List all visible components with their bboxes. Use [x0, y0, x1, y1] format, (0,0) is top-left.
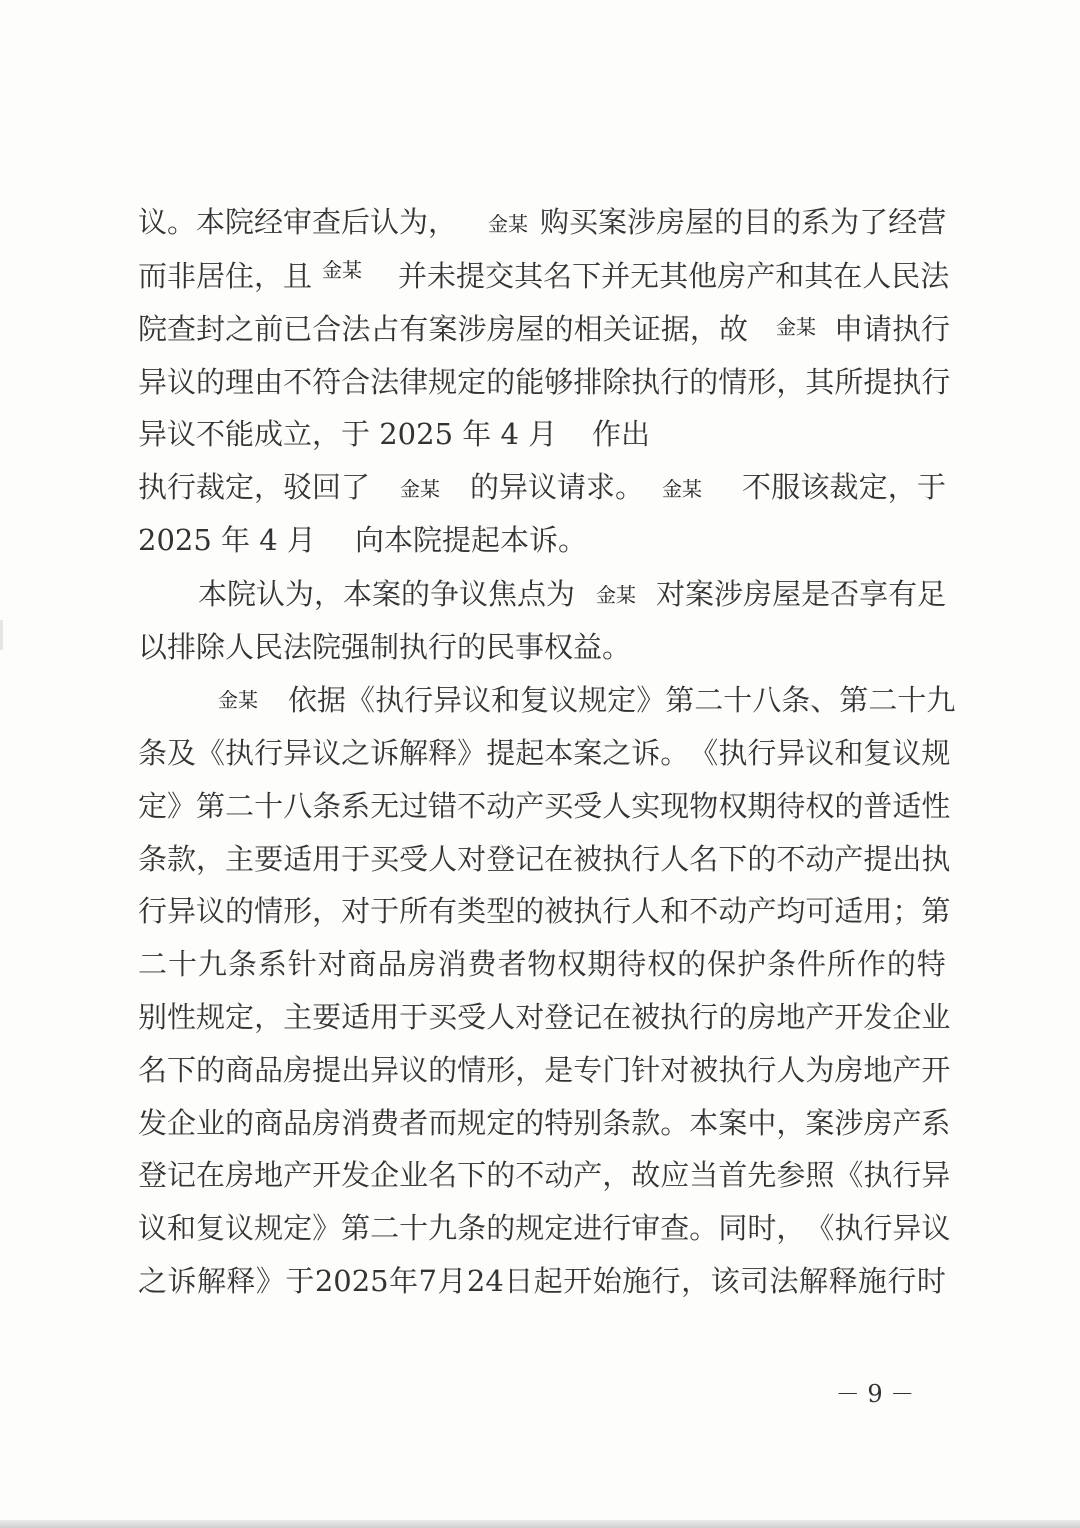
text-segment: 执行裁定，驳回了 [138, 470, 371, 504]
text-segment: 异议不能成立，于 2025 年 4 月 [138, 417, 558, 451]
text-line [0, 362, 951, 402]
redacted-name: 金某 [662, 477, 702, 501]
redacted-name: 金某 [776, 315, 816, 339]
text-segment: 向本院提起本诉。 [355, 523, 588, 557]
scan-edge-mark [0, 620, 3, 650]
text-line [0, 733, 951, 773]
text-segment: 名 下 的 商 品 房 提 出 异 议 的 情 形 ， 是 专 门 针 对 被 执 行 人 为 房 地 产 开 [138, 1053, 951, 1087]
text-segment: 而非居住，且 [138, 259, 313, 293]
text-line [0, 520, 588, 560]
text-line [0, 1155, 951, 1195]
text-segment: 行 异 议 的 情 形 ， 对 于 所 有 类 型 的 被 执 行 人 和 不 动 产 均 可 适 用 ； 第 [138, 894, 951, 928]
text-line [0, 1261, 946, 1301]
text-segment: 议。本院经审查后认为， [138, 205, 458, 239]
text-segment: 的异议请求。 [470, 470, 645, 504]
text-segment: 申请执行 [834, 312, 951, 346]
redacted-name: 金某 [488, 212, 528, 236]
text-line [0, 414, 651, 454]
text-line [0, 944, 946, 984]
text-segment: 本院认为，本案的争议焦点为 [198, 577, 576, 611]
text-line [0, 997, 951, 1037]
scan-bottom-edge [0, 1520, 1080, 1528]
redacted-name: 金某 [400, 477, 440, 501]
text-segment: 之 诉 解 释 》 于 2025 年 7 月 24 日 起 开 始 施 行 ， 该 司 法 解 释 施 行 时 [138, 1264, 946, 1298]
text-segment: 对 案 涉 房 屋 是 否 享 有 足 [656, 577, 947, 611]
text-segment: 以排除人民法院强制执行的民事权益。 [138, 630, 632, 664]
text-line [0, 891, 951, 931]
text-segment: 议 和 复 议 规 定 》 第 二 十 九 条 的 规 定 进 行 审 查 。 同 时 ， 《 执 行 异 议 [138, 1211, 951, 1245]
text-segment: 别 性 规 定 ， 主 要 适 用 于 买 受 人 对 登 记 在 被 执 行 的 房 地 产 开 发 企 业 [138, 1000, 951, 1034]
text-line [0, 786, 951, 826]
text-segment: 2025 年 4 月 [138, 523, 316, 557]
text-line [0, 1103, 951, 1143]
redacted-name: 金某 [322, 258, 362, 282]
text-segment: 条 款 ， 主 要 适 用 于 买 受 人 对 登 记 在 被 执 行 人 名 下 的 不 动 产 提 出 执 [138, 842, 951, 876]
text-segment: 依 据 《 执 行 异 议 和 复 议 规 定 》 第 二 十 八 条 、 第 二 十 九 [288, 683, 956, 717]
text-segment: 条 及 《 执 行 异 议 之 诉 解 释 》 提 起 本 案 之 诉 。 《 执 行 异 议 和 复 议 规 [138, 736, 951, 770]
text-line [0, 839, 951, 879]
text-line [0, 627, 632, 667]
text-segment: 异 议 的 理 由 不 符 合 法 律 规 定 的 能 够 排 除 执 行 的 情 形 ， 其 所 提 执 行 [138, 365, 951, 399]
text-segment: 发 企 业 的 商 品 房 消 费 者 而 规 定 的 特 别 条 款 。 本 案 中 ， 案 涉 房 产 系 [138, 1106, 951, 1140]
redacted-name: 金某 [596, 583, 636, 607]
page-number: － 9 － [835, 1380, 915, 1408]
redacted-name: 金某 [218, 688, 258, 712]
text-segment: 登 记 在 房 地 产 开 发 企 业 名 下 的 不 动 产 ， 故 应 当 首 先 参 照 《 执 行 异 [138, 1158, 951, 1192]
text-segment: 并 未 提 交 其 名 下 并 无 其 他 房 产 和 其 在 人 民 法 [398, 259, 950, 293]
text-segment: 不 服 该 裁 定 ， 于 [742, 470, 946, 504]
text-line [0, 1050, 951, 1090]
text-segment: 院 查 封 之 前 已 合 法 占 有 案 涉 房 屋 的 相 关 证 据 ， 故 [138, 312, 748, 346]
text-segment: 二 十 九 条 系 针 对 商 品 房 消 费 者 物 权 期 待 权 的 保 护 条 件 所 作 的 特 [138, 947, 946, 981]
text-line [0, 1208, 951, 1248]
text-segment: 作出 [592, 417, 651, 451]
text-segment: 购 买 案 涉 房 屋 的 目 的 系 为 了 经 营 [540, 205, 947, 239]
text-segment: 定 》 第 二 十 八 条 系 无 过 错 不 动 产 买 受 人 实 现 物 权 期 待 权 的 普 适 性 [138, 789, 951, 823]
